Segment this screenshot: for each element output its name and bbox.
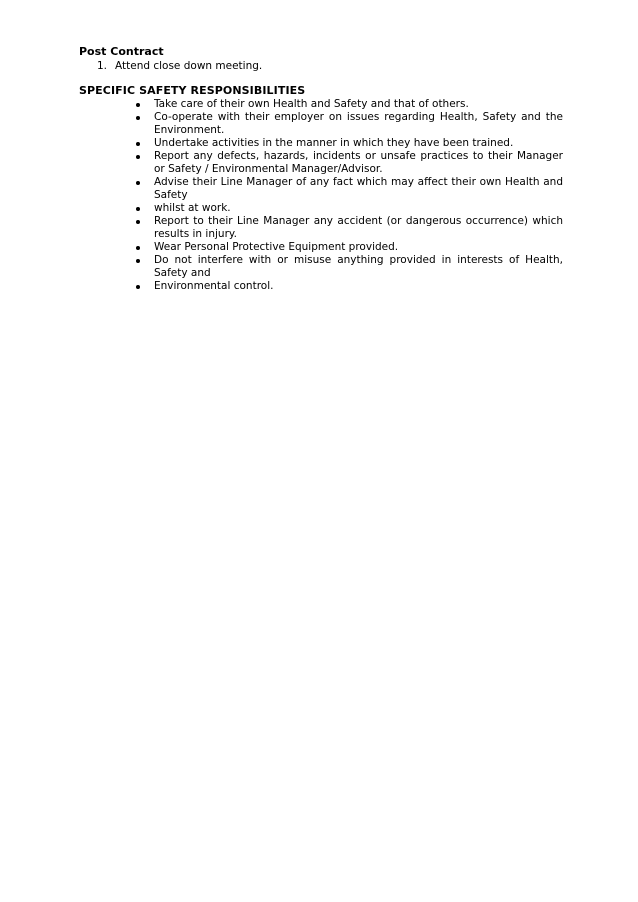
list-item	[133, 202, 563, 215]
list-item	[133, 215, 563, 241]
bullet-icon	[136, 259, 140, 263]
bullet-text: Take care of their own Health and Safety and that of others.	[154, 98, 469, 110]
bullet-icon	[136, 246, 140, 250]
list-item	[133, 280, 563, 293]
bullet-text: Do not interfere with or misuse anything provided in interests of Health, Safety and	[154, 254, 563, 279]
bullet-text: Undertake activities in the manner in which they have been trained.	[154, 137, 514, 149]
bullet-icon	[136, 103, 140, 107]
bullet-icon	[136, 142, 140, 146]
bullet-text: Report to their Line Manager any accident (or dangerous occurrence) which results in injury.	[154, 215, 563, 240]
list-item	[133, 254, 563, 280]
bullet-icon	[136, 220, 140, 224]
list-item	[133, 176, 563, 202]
bullet-text: whilst at work.	[154, 202, 231, 214]
bullet-icon	[136, 285, 140, 289]
bullet-text: Report any defects, hazards, incidents or unsafe practices to their Manager or Safety / Environmental Manager/Advisor.	[154, 150, 563, 175]
list-item	[97, 60, 262, 73]
bullet-icon	[136, 181, 140, 185]
bullet-icon	[136, 116, 140, 120]
post-contract-heading: Post Contract	[79, 45, 164, 58]
item-number: 1.	[97, 60, 108, 72]
bullet-icon	[136, 207, 140, 211]
bullet-text: Wear Personal Protective Equipment provided.	[154, 241, 399, 253]
bullet-text: Environmental control.	[154, 280, 274, 292]
bullet-icon	[136, 155, 140, 159]
item-text: Attend close down meeting.	[115, 60, 263, 72]
bullet-text: Advise their Line Manager of any fact which may affect their own Health and Safety	[154, 176, 563, 201]
list-item	[133, 137, 563, 150]
bullet-text: Co-operate with their employer on issues regarding Health, Safety and the Environment.	[154, 111, 563, 136]
list-item	[133, 241, 563, 254]
safety-responsibilities-list	[133, 98, 563, 293]
specific-safety-heading: SPECIFIC SAFETY RESPONSIBILITIES	[79, 84, 306, 97]
list-item	[133, 98, 563, 111]
post-contract-list	[97, 60, 262, 73]
list-item	[133, 150, 563, 176]
list-item	[133, 111, 563, 137]
